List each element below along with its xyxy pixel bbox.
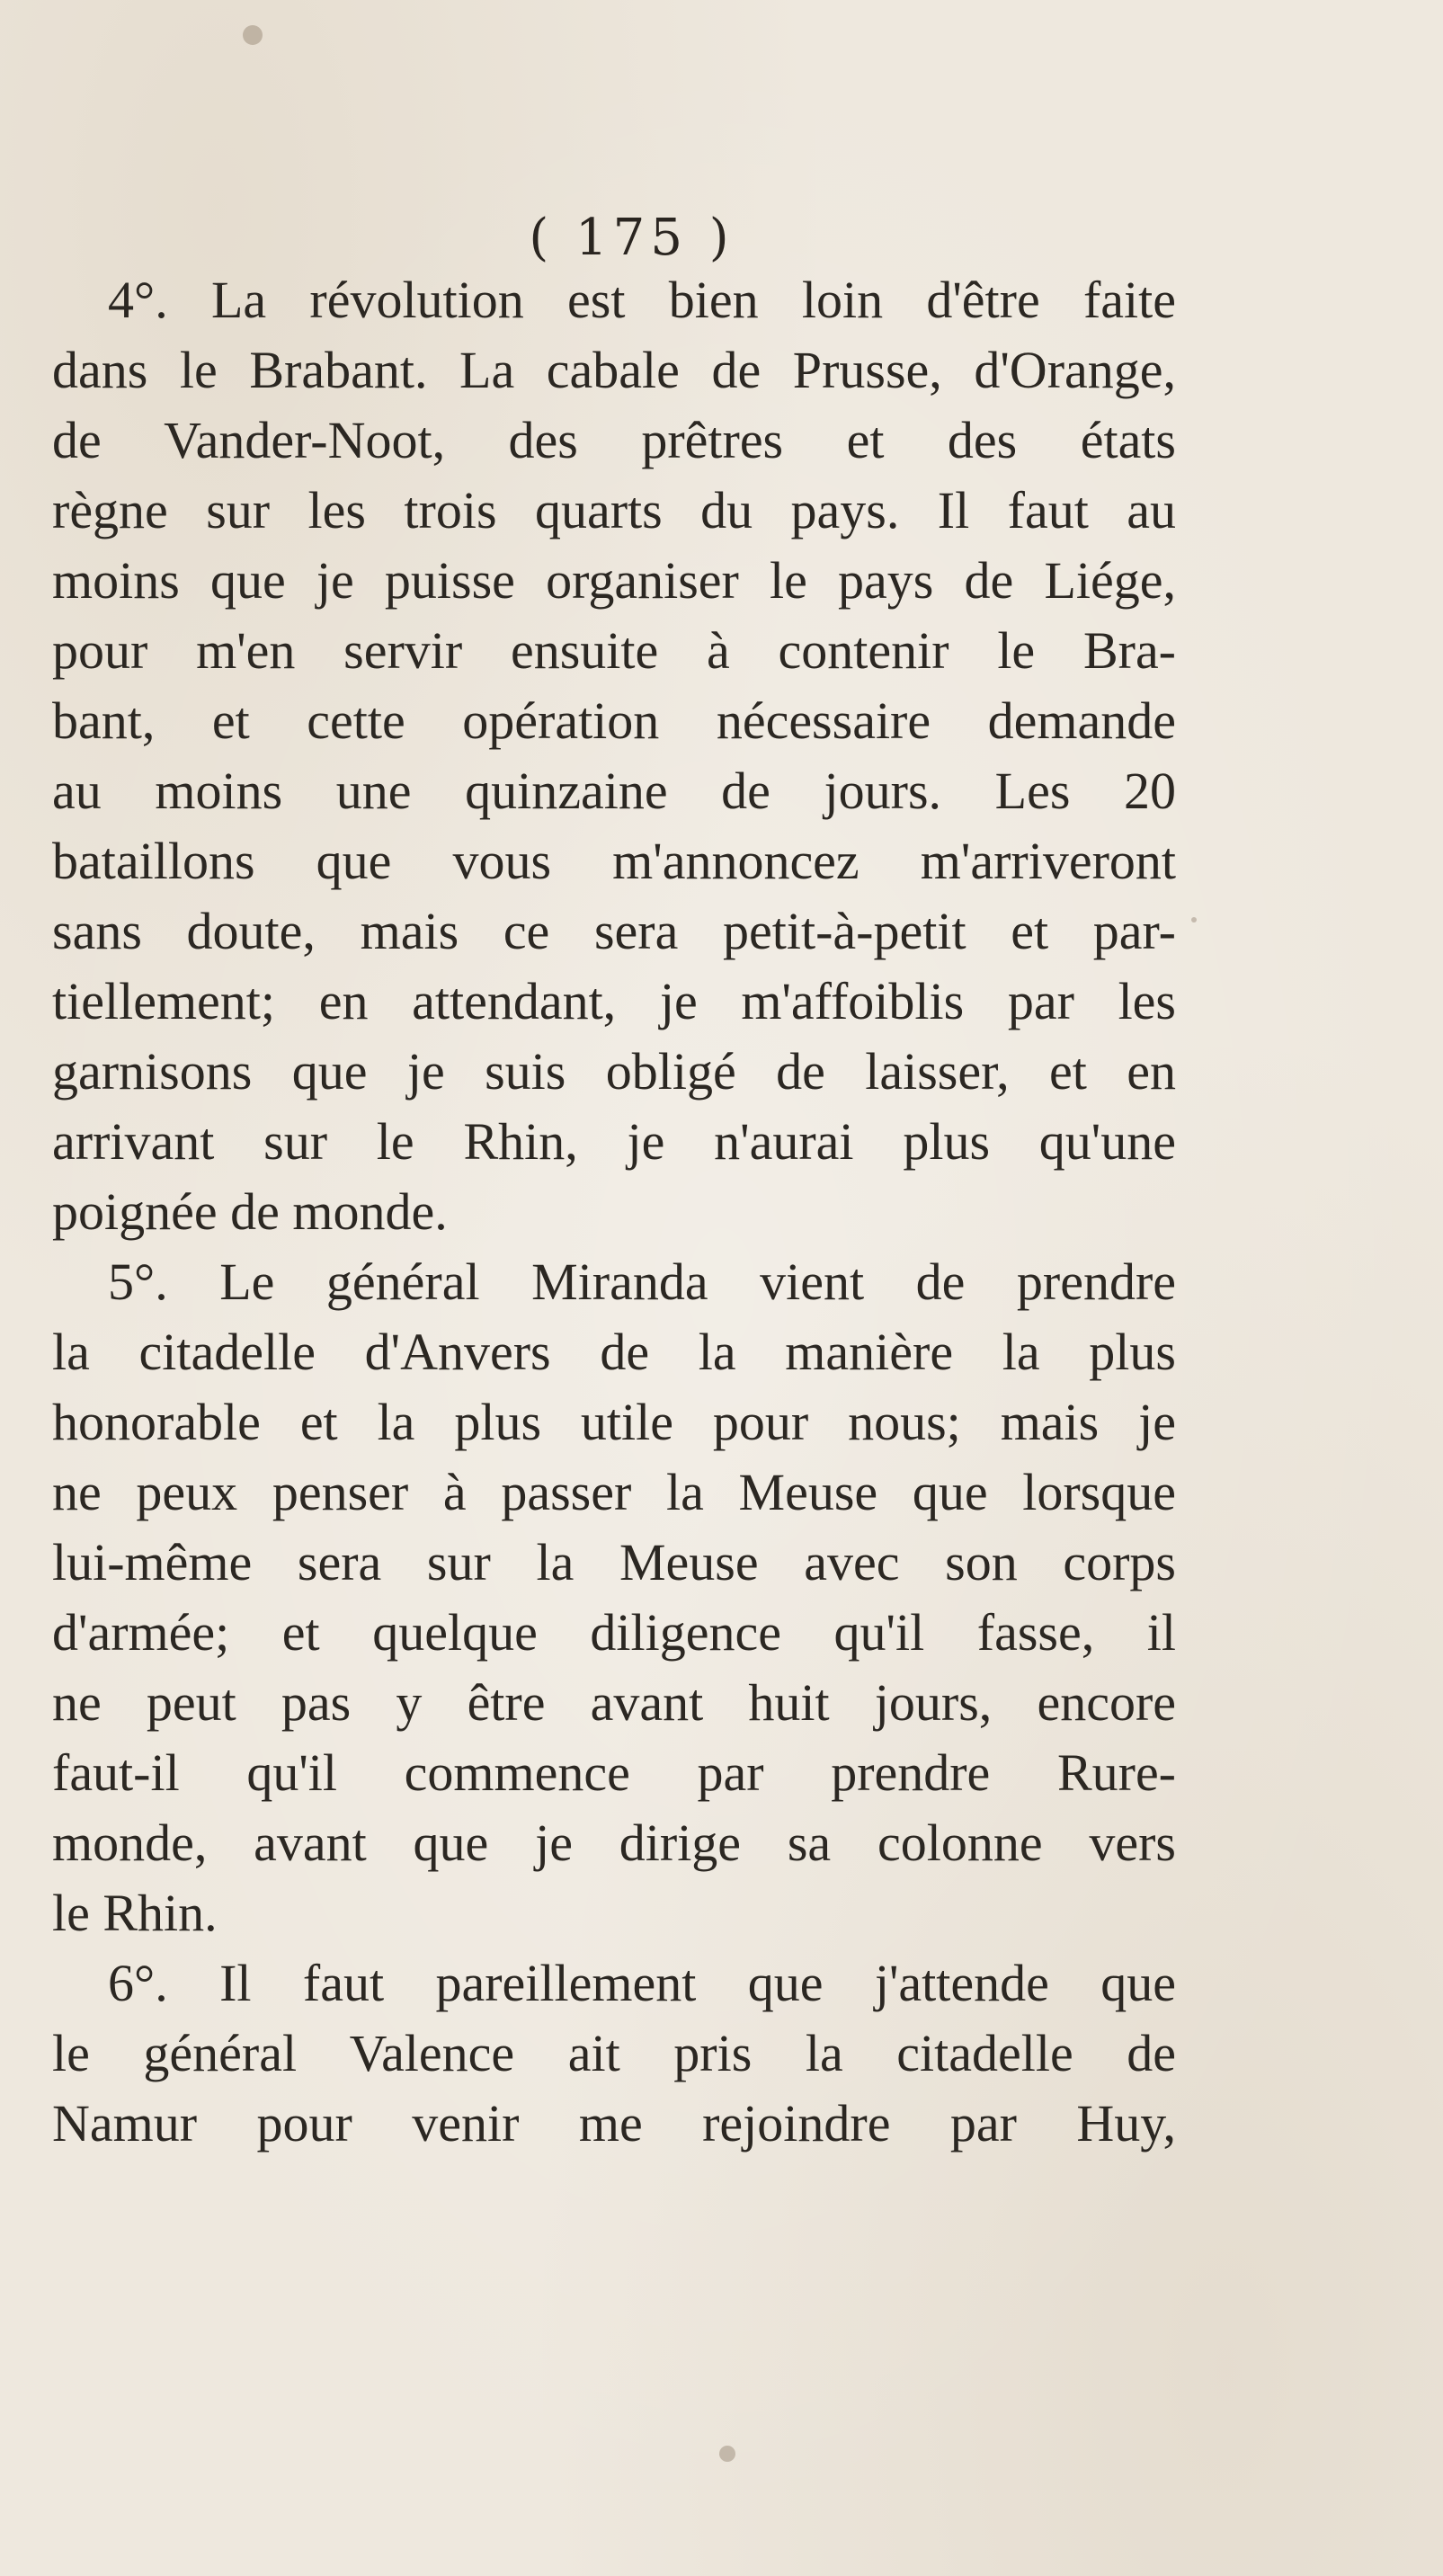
page-number: ( 175 ) (529, 209, 735, 267)
text-line: garnisons que je suis obligé de laisser, et en (52, 1042, 1176, 1101)
text-line: sans doute, mais ce sera petit-à-petit et par- (52, 902, 1176, 960)
text-line: d'armée; et quelque diligence qu'il fasse, il (52, 1603, 1176, 1662)
paper-stain (243, 25, 263, 45)
text-line: 6°. Il faut pareillement que j'attende que (108, 1954, 1176, 2012)
text-line: monde, avant que je dirige sa colonne vers (52, 1814, 1176, 1872)
text-line: poignée de monde. (52, 1182, 448, 1241)
text-line: règne sur les trois quarts du pays. Il faut au (52, 481, 1176, 539)
text-line: 4°. La révolution est bien loin d'être faite (108, 271, 1176, 329)
text-line: tiellement; en attendant, je m'affoiblis par les (52, 972, 1176, 1030)
text-line: 5°. Le général Miranda vient de prendre (108, 1252, 1176, 1311)
text-line: la citadelle d'Anvers de la manière la plus (52, 1323, 1176, 1381)
text-line: bataillons que vous m'annoncez m'arriveront (52, 832, 1176, 890)
text-line: ne peut pas y être avant huit jours, encore (52, 1673, 1176, 1732)
text-line: le général Valence ait pris la citadelle de (52, 2024, 1176, 2082)
text-line: bant, et cette opération nécessaire demande (52, 691, 1176, 750)
text-line: dans le Brabant. La cabale de Prusse, d'Orange, (52, 341, 1176, 399)
text-line: le Rhin. (52, 1884, 218, 1942)
text-line: au moins une quinzaine de jours. Les 20 (52, 762, 1176, 820)
text-line: lui-même sera sur la Meuse avec son corps (52, 1533, 1176, 1591)
text-line: de Vander-Noot, des prêtres et des états (52, 411, 1176, 469)
text-line: pour m'en servir ensuite à contenir le Bra- (52, 621, 1176, 680)
paper-stain (1191, 917, 1197, 923)
paper-stain (719, 2446, 735, 2462)
text-line: arrivant sur le Rhin, je n'aurai plus qu'une (52, 1112, 1176, 1171)
text-line: faut-il qu'il commence par prendre Rure- (52, 1743, 1176, 1802)
text-line: honorable et la plus utile pour nous; mais je (52, 1393, 1176, 1451)
text-line: ne peux penser à passer la Meuse que lorsque (52, 1463, 1176, 1521)
text-line: Namur pour venir me rejoindre par Huy, (52, 2094, 1176, 2153)
text-line: moins que je puisse organiser le pays de Liége, (52, 551, 1176, 610)
